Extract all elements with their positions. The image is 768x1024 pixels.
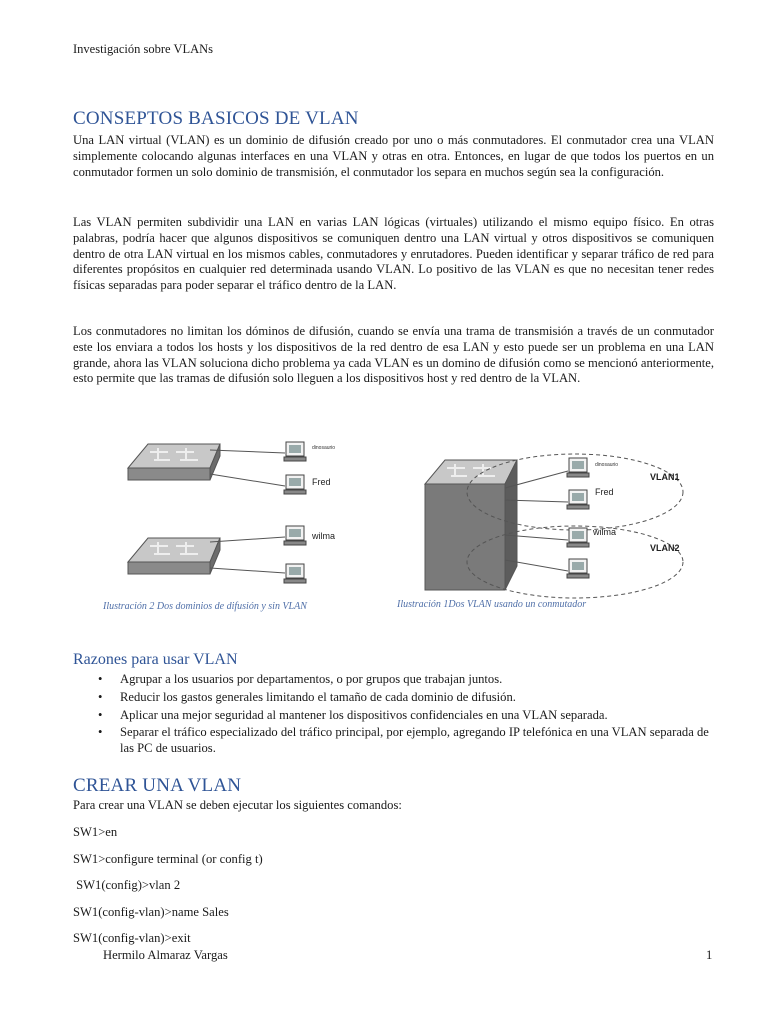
command-line: SW1(config)>vlan 2 — [73, 878, 181, 892]
bullet: • — [98, 725, 103, 740]
host-label-dinosaurio: dinosaurio — [312, 445, 336, 451]
list-item-text: Agrupar a los usuarios por departamentos, o por grupos que trabajan juntos. — [120, 672, 503, 686]
list-item-text: Reducir los gastos generales limitando el tamaño de cada dominio de difusión. — [120, 689, 516, 704]
switch-bottom — [128, 538, 220, 574]
section-heading-razones: Razones para usar VLAN — [73, 651, 238, 668]
bullet: • — [98, 689, 103, 704]
list-item — [98, 725, 718, 757]
vlan1-label: VLAN1 — [650, 472, 680, 482]
reasons-list — [98, 672, 718, 759]
command-line: SW1(config-vlan)>exit — [73, 931, 191, 945]
list-item — [98, 690, 718, 706]
paragraph-1: Una LAN virtual (VLAN) es un dominio de difusión creado por uno o más conmutadores. El conmutador crea una VLAN simplemente colocando algunas interfaces en una VLAN y otras en otra. Entonces, en lugar de que todos los puertos en un conmutador formen un solo dominio de transmisión, el conmutador los separa en muchos según sea la configuración. — [73, 133, 714, 179]
command-line: SW1(config-vlan)>name Sales — [73, 905, 229, 919]
pc-icon — [284, 564, 306, 583]
pc-icon — [567, 458, 589, 477]
command-line: SW1>en — [73, 825, 118, 839]
switch-large — [425, 460, 517, 590]
list-item — [98, 672, 718, 688]
footer-author: Hermilo Almaraz Vargas — [103, 948, 228, 962]
paragraph-3: Los conmutadores no limitan los dóminos de difusión, cuando se envía una trama de transmisión a través de un conmutador este los enviara a todos los hosts y los dispositivos de la red dentro de esa LAN y esto puede ser un problema en una LAN grande, ahora las VLAN soluciona dicho problema ya cada VLAN es un domino de difusión como se mencionó anteriormente, esto permite que las tramas de difusión solo lleguen a los dispositivos host y red dentro de la VLAN. — [73, 324, 714, 386]
paragraph-2: Las VLAN permiten subdividir una LAN en varias LAN lógicas (virtuales) utilizando el mismo equipo físico. En otras palabras, podría hacer que algunos dispositivos se comuniquen dentro una LAN virtual y otros dispositivos se comuniquen dentro de otra LAN virtual en los mismos cables, conmutadores y enrutadores. Pueden identificar y separar tráfico de red para diferentes propósitos en cualquier red determinada usando VLAN. Lo positivo de las VLAN es que no necesitan tener redes físicas separadas para poder separar el tráfico dentro de la LAN. — [73, 215, 714, 293]
page-number: 1 — [706, 948, 713, 962]
figure-no-vlan — [110, 430, 370, 600]
section-heading-crear: CREAR UNA VLAN — [73, 775, 242, 796]
page-header: Investigación sobre VLANs — [73, 42, 214, 56]
host-label-wilma: wilma — [312, 531, 336, 541]
pc-icon — [284, 475, 306, 494]
vlan2-label: VLAN2 — [650, 543, 680, 553]
host-label-dinosaurio: dinosaurio — [595, 462, 619, 468]
caption-right: Ilustración 1Dos VLAN usando un conmutador — [397, 599, 587, 610]
bullet: • — [98, 707, 103, 722]
pc-icon — [284, 526, 306, 545]
switch-top — [128, 444, 220, 480]
list-item-text: Separar el tráfico especializado del tráfico principal, por ejemplo, agregando IP telefónica en una VLAN separada de las PC de usuarios. — [120, 725, 709, 756]
host-label-wilma: wilma — [593, 527, 617, 537]
bullet: • — [98, 672, 103, 686]
commands-intro: Para crear una VLAN se deben ejecutar los siguientes comandos: — [73, 798, 402, 812]
pc-icon — [567, 559, 589, 578]
pc-icon — [567, 528, 589, 547]
command-line: SW1>configure terminal (or config t) — [73, 852, 263, 866]
figure-two-vlan — [415, 440, 705, 600]
list-item — [98, 708, 718, 724]
caption-left: Ilustración 2 Dos dominios de difusión y sin VLAN — [103, 601, 307, 612]
section-heading-conceptos: CONSEPTOS BASICOS DE VLAN — [73, 108, 359, 129]
host-label-fred: Fred — [312, 477, 331, 487]
pc-icon — [567, 490, 589, 509]
pc-icon — [284, 442, 306, 461]
list-item-text: Aplicar una mejor seguridad al mantener los dispositivos confidenciales en una VLAN separada. — [120, 707, 608, 722]
host-label-fred: Fred — [595, 487, 614, 497]
